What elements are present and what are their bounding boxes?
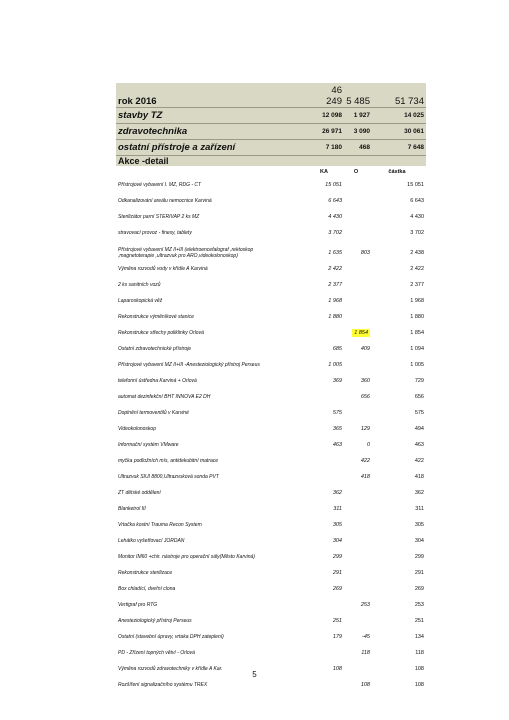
category-o: 468 [359,144,370,151]
table-row [116,405,426,421]
table-row [116,421,426,437]
row-o [342,329,370,337]
row-label: Informační systém VMware [118,441,179,448]
category-label: zdravotechnika [118,126,188,137]
row-sum: 291 [414,570,424,576]
ka-total-bottom: 249 [326,96,342,107]
row-sum: 2 422 [410,266,424,272]
row-ka: 304 [332,538,342,544]
category-o: 3 090 [353,128,370,135]
sum-total: 51 734 [394,96,424,107]
row-ka: 1 635 [328,250,342,256]
row-label: Lehátko vyšetřovací JORDAN [118,537,185,544]
row-label: Výměna rozvodů vody v křídle A Karviná [118,265,208,272]
category-sum: 30 061 [404,128,424,135]
row-ka: 108 [332,666,342,672]
row-sum: 1 094 [410,346,424,352]
table-row [116,549,426,565]
year-row [116,83,426,108]
row-ka: 365 [332,426,342,432]
row-sum: 1 005 [410,362,424,368]
category-ka: 12 098 [322,112,342,119]
row-o: 656 [360,394,370,400]
row-ka: 291 [332,570,342,576]
row-o: 422 [360,458,370,464]
year-label: rok 2016 [118,96,157,107]
row-sum: 656 [414,394,424,400]
category-label: ostatní přístroje a zařízení [118,142,236,153]
row-ka: 2 377 [328,282,342,288]
highlighted-value: 1 854 [354,330,368,336]
row-ka: 362 [332,490,342,496]
table-row [116,293,426,309]
row-sum: 311 [415,506,424,512]
row-label: Anesteziologický přístroj Perseus [118,617,192,624]
category-row [116,140,426,156]
row-ka: 369 [332,378,342,384]
row-sum: 2 438 [410,250,424,256]
row-sum: 729 [414,378,424,384]
row-ka: 299 [332,554,342,560]
row-label: Přístrojové vybavení I. MZ, RDG - CT [118,181,202,188]
row-label: PD - Zřízení topných větví - Orlová [118,649,195,656]
table-row [116,209,426,225]
row-label: Laparoskopická věž [118,297,163,304]
table-row [116,325,426,341]
row-label: 2 ks sanitních vozů [118,281,161,288]
category-ka: 7 180 [325,144,342,151]
column-ka: KA [320,168,328,175]
detail-title: Akce -detail [118,156,169,166]
table-row [116,225,426,241]
row-label: Rozšíření signalizačního systému TREX [118,681,208,688]
table-row [116,309,426,325]
row-label: Rekonstrukce střechy poliklinky Orlová [118,329,204,336]
category-o: 1 927 [353,112,370,119]
row-sum: 418 [414,474,424,480]
category-ka: 26 971 [322,128,342,135]
table-row [116,437,426,453]
table-row [116,453,426,469]
row-o: 409 [360,346,370,352]
column-o: O [353,168,359,175]
table-row [116,517,426,533]
row-ka: 4 430 [328,214,342,220]
row-label: Videokolonoskop [118,425,156,432]
table-row [116,581,426,597]
table-row [116,565,426,581]
row-o: 118 [361,650,370,656]
category-rows [116,108,426,156]
row-label: ZT dětské oddělení [118,489,161,496]
row-sum: 6 643 [410,198,424,204]
row-label: Ostatní (stavební úpravy, vrtaka DPH zateplení) [118,633,224,640]
row-label: Blanketrol III [118,505,146,512]
table-row [116,389,426,405]
row-label: Ostatní zdravotechnické přístroje [118,345,192,352]
table-row [116,261,426,277]
row-label: Rekonstrukce výměníkové stanice [118,313,194,320]
row-label: Odkanalizování areálu nemocnice Karviná [118,197,212,204]
row-label: Ultrazvuk SIUI 8800,Ultrazvuková sonda PVT [118,473,219,480]
row-o: 108 [360,682,370,688]
row-sum: 118 [415,650,424,656]
row-ka: 179 [332,634,342,640]
category-row [116,124,426,140]
row-sum: 422 [414,458,424,464]
row-ka: 463 [332,442,342,448]
ka-total [282,85,342,107]
row-ka: 1 968 [328,298,342,304]
ka-total-top: 46 [331,85,342,96]
table-row [116,629,426,645]
row-ka: 575 [332,410,342,416]
row-sum: 1 968 [410,298,424,304]
detail-title-row [116,156,426,166]
table-row [116,485,426,501]
o-total: 5 485 [346,96,370,107]
row-ka: 305 [332,522,342,528]
row-sum: 1 854 [410,330,424,336]
table-row [116,341,426,357]
row-label: telefonní ústředna Karviná + Orlová [118,377,197,384]
table-row [116,613,426,629]
row-sum: 575 [414,410,424,416]
row-ka: 1 005 [328,362,342,368]
row-label: Výměna rozvodů zdravotechniky v křídle A Kar. [118,665,223,672]
row-ka: 2 422 [328,266,342,272]
row-ka: 311 [333,506,342,512]
row-label: Monitor IM60 +chir. nástroje pro operační sály(Město Karviná) [118,553,255,560]
summary-header [116,83,426,166]
row-sum: 108 [414,682,424,688]
row-label: Přístrojové vybavení MZ II+III -Anesteziologický přístroj Perseus [118,361,260,368]
table-row [116,193,426,209]
row-o: 418 [360,474,370,480]
row-sum: 494 [414,426,424,432]
row-label: Rekonstrukce sterilizace [118,569,173,576]
row-ka: 269 [332,586,342,592]
table-row [116,597,426,613]
row-o: 253 [360,602,370,608]
row-sum: 134 [414,634,424,640]
category-sum: 14 025 [404,112,424,119]
row-o: -45 [362,634,370,640]
row-label: Sterilizátor parní STERIVAP 2 ks MZ [118,213,200,220]
row-ka: 15 051 [325,182,342,188]
row-sum: 108 [414,666,424,672]
table-row [116,469,426,485]
table-row [116,501,426,517]
row-label: Vrtačka kostní Trauma Recon System [118,521,202,528]
row-ka: 1 880 [328,314,342,320]
category-label: stavby TZ [118,110,163,121]
row-sum: 15 051 [407,182,424,188]
row-sum: 304 [414,538,424,544]
row-sum: 305 [414,522,424,528]
table-row [116,677,426,693]
table-row [116,357,426,373]
row-ka: 6 643 [328,198,342,204]
row-sum: 463 [414,442,424,448]
row-o: 129 [360,426,370,432]
row-o: 360 [360,378,370,384]
row-label: stravovací provoz - finesy, tablety [118,229,192,236]
table-row [116,533,426,549]
row-sum: 253 [414,602,424,608]
row-label: Vertigraf pro RTG [118,601,158,608]
row-sum: 362 [414,490,424,496]
row-ka: 3 702 [328,230,342,236]
row-label: Doplnění termoventilů v Karviné [118,409,189,416]
row-o: 0 [366,442,370,448]
table-row [116,177,426,193]
row-label: automat dezinfekční BHT INNOVA E2 DH [118,393,211,400]
table-row [116,245,426,261]
table-row [116,277,426,293]
row-sum: 269 [414,586,424,592]
row-sum: 3 702 [410,230,424,236]
table-row [116,373,426,389]
row-ka: 685 [332,346,342,352]
row-sum: 251 [414,618,424,624]
row-label: Přístrojové vybavení MZ II+III (elektroencefalograf ,rektoskop ,magnetoterapie ,ultrazvuk pro ARO,videokolonoskop) [118,246,254,259]
row-label: Box chladící, dveřní clona [118,585,176,592]
column-sum: částka [388,168,406,175]
category-row [116,108,426,124]
row-sum: 1 880 [410,314,424,320]
category-sum: 7 648 [407,144,424,151]
column-headers [116,166,426,177]
budget-table [116,83,426,693]
detail-rows [116,177,426,693]
row-label: myčka podložních mís, antidekubitní matrace [118,457,219,464]
row-sum: 4 430 [410,214,424,220]
row-o: 803 [360,250,370,256]
row-sum: 2 377 [410,282,424,288]
row-sum: 299 [414,554,424,560]
page-number: 5 [252,670,257,679]
table-row [116,645,426,661]
row-ka: 251 [332,618,342,624]
